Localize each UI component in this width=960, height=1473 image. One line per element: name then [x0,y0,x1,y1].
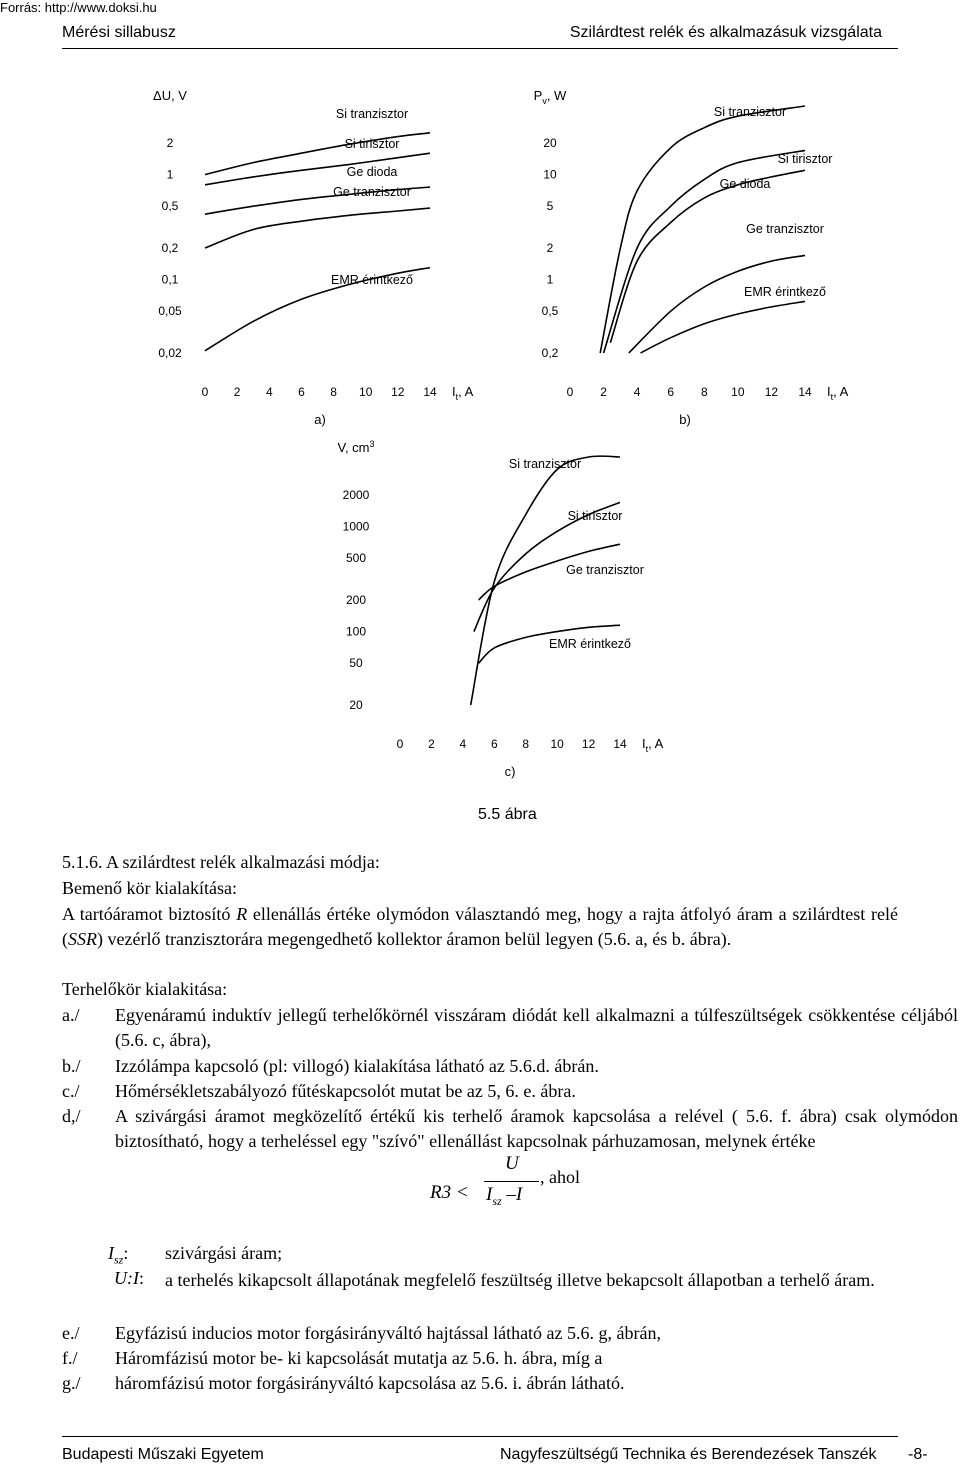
chart-b-ytick: 10 [543,167,557,182]
chart-a-xtick: 2 [233,385,241,399]
chart-a-ytick: 0,1 [161,272,179,287]
chart-b-xtick: 4 [633,385,641,399]
chart-b-series-label: Si tirisztor [777,152,833,166]
chart-b-series-label: Si tranzisztor [713,105,787,119]
item-label: g./ [62,1373,81,1393]
section-title: 5.1.6. A szilárdtest relék alkalmazási módja: [62,852,380,872]
chart-b-ytick: 0,5 [541,304,559,319]
chart-b-ytick: 20 [543,136,557,150]
chart-a-series-label: Ge tranzisztor [333,185,411,199]
chart-c-ytick: 500 [345,551,367,566]
chart-b-ylabel: $P_v$, W [533,88,567,106]
chart-b-series-line [629,255,805,353]
footer-rule [62,1436,898,1437]
chart-c-xtick: 12 [581,737,596,751]
chart-a-ytick: 2 [166,136,174,150]
chart-b-xlabel: $I_t$, A [827,384,849,402]
chart-c-xtick: 2 [428,737,435,751]
chart-c-ytick: 50 [349,656,363,671]
chart-c-plot [337,440,663,779]
chart-c-ylabel: V, $cm^3$ [337,440,375,455]
chart-a-xtick: 12 [391,385,405,399]
page-number: -8- [908,1446,928,1463]
chart-b-series-line [641,301,806,353]
footer-left: Budapesti Műszaki Egyetem [62,1446,264,1463]
chart-b-ytick: 0,2 [541,346,559,360]
fraction-bar [484,1181,539,1182]
chart-c-xtick: 14 [613,737,627,751]
chart-a-ytick: 0,05 [158,304,182,319]
chart-c-ytick: 20 [349,698,363,712]
chart-b-series-line [610,170,805,342]
chart-a-xtick: 6 [298,385,305,399]
chart-a-caption: a) [314,412,326,427]
item-label: a./ [62,1005,80,1025]
chart-a-series-label: Si tranzisztor [335,107,409,121]
chart-b [515,88,895,428]
chart-b-xtick: 12 [764,385,779,399]
chart-a-xtick: 0 [201,385,209,399]
chart-c-series-line [471,456,620,705]
chart-b-plot [534,88,849,427]
header-right: Szilárdtest relék és alkalmazásuk vizsgálata [569,24,882,41]
chart-c-xtick: 10 [550,737,564,751]
formula-denominator: $I_{sz}$ –I [486,1184,523,1208]
chart-a-xtick: 10 [359,385,373,399]
chart-c-xtick: 6 [490,737,498,751]
chart-b-xtick: 0 [566,385,574,399]
chart-b-series-label: EMR érintkező [744,285,826,299]
figure-caption: 5.5 ábra [478,806,537,823]
chart-a-xtick: 4 [265,385,273,399]
input-paragraph: A tartóáramot biztosító R ellenállás értéke olymódon választandó meg, hogy a rajta átfolyó áram a szilárdtest relé (SSR) vezérlő tranzisztorára megengedhető kollektor áramon belül legyen (5.6. a, és b. ábra). [62,904,899,949]
chart-b-series-label: Ge dioda [719,177,771,191]
formula-suffix: , ahol [540,1167,580,1187]
source-link: Forrás: http://www.doksi.hu [0,0,157,15]
definition-text: a terhelés kikapcsolt állapotának megfelelő feszültség illetve bekapcsolt állapotban a terhelő áram. [165,1270,875,1290]
chart-b-xtick: 14 [798,385,812,399]
input-heading: Bemenő kör kialakítása: [62,878,237,898]
chart-c-ytick: 100 [345,624,367,639]
chart-b-caption: b) [679,412,691,427]
chart-c-xtick: 8 [522,737,530,751]
chart-b-ytick: 2 [546,241,554,255]
chart-b-xtick: 6 [667,385,675,399]
item-text: Háromfázisú motor be- ki kapcsolását mutatja az 5.6. h. ábra, míg a [115,1348,603,1368]
chart-a-series-label: EMR érintkező [331,273,413,287]
item-text: Egyenáramú induktív jellegű terhelőkörnél visszáram diódát kell alkalmazni a túlfeszültségek csökkentése céljából (5.6. c, ábra), [115,1005,958,1050]
chart-a [140,88,490,428]
chart-a-ytick: 1 [166,167,174,182]
chart-c-ytick: 200 [345,593,367,607]
chart-b-xtick: 8 [700,385,708,399]
definition-text: szivárgási áram; [165,1243,283,1263]
item-label: b./ [62,1056,81,1076]
formula-numerator: U [505,1153,519,1174]
item-label: e./ [62,1323,80,1343]
chart-a-series-line [205,208,430,248]
chart-b-ytick: 1 [546,272,554,287]
item-label: d,/ [62,1106,81,1126]
definition-symbol: U:I: [114,1268,145,1288]
chart-c-caption: c) [504,764,516,779]
chart-b-series-label: Ge tranzisztor [746,222,824,236]
chart-c [320,440,700,790]
item-label: f./ [62,1348,78,1368]
definition-symbol: $I_{sz}$: [108,1243,129,1267]
chart-a-ytick: 0,02 [158,346,182,360]
chart-a-ytick: 0,5 [161,199,179,214]
chart-b-xtick: 2 [600,385,607,399]
chart-a-plot [153,88,474,427]
header-rule [62,48,898,49]
chart-a-xlabel: $I_t$, A [452,384,474,402]
chart-a-series-label: Si tirisztor [344,137,400,151]
chart-c-xtick: 0 [396,737,404,751]
chart-c-xlabel: $I_t$, A [642,736,664,754]
chart-c-series-label: EMR érintkező [549,637,631,651]
chart-c-series-label: Si tranzisztor [508,457,582,471]
formula-lhs: R3 < [430,1182,469,1203]
chart-a-ytick: 0,2 [161,241,179,255]
chart-b-series-line [604,150,805,353]
item-text: Izzólámpa kapcsoló (pl: villogó) kialakítása látható az 5.6.d. ábrán. [115,1056,599,1076]
chart-a-xtick: 8 [330,385,337,399]
item-label: c./ [62,1081,80,1101]
footer-right: Nagyfeszültségű Technika és Berendezések Tanszék [500,1446,877,1463]
chart-a-xtick: 14 [423,385,437,399]
chart-c-ytick: 2000 [342,488,370,502]
chart-a-ylabel: ΔU, V [153,88,187,103]
chart-c-series-label: Si tirisztor [567,509,623,523]
chart-c-xtick: 4 [459,737,467,751]
item-text: Hőmérsékletszabályozó fűtéskapcsolót mutat be az 5, 6. e. ábra. [115,1081,576,1101]
chart-b-ytick: 5 [546,199,554,214]
item-text: Egyfázisú inducios motor forgásirányváltó hajtással látható az 5.6. g, ábrán, [115,1323,662,1343]
item-text: háromfázisú motor forgásirányváltó kapcsolása az 5.6. i. ábrán látható. [115,1373,625,1393]
chart-b-xtick: 10 [731,385,745,399]
chart-c-series-label: Ge tranzisztor [566,563,644,577]
header-left: Mérési sillabusz [62,24,176,41]
item-text: A szivárgási áramot megközelítő értékű kis terhelő áramok kapcsolása a relével ( 5.6. f. ábra) csak olymódon biztosítható, hogy a terheléssel egy "szívó" ellenállást kapcsolnak párhuzamosan, melynek értéke [115,1106,958,1151]
chart-a-series-label: Ge dioda [346,165,398,179]
load-heading: Terhelőkör kialakitása: [62,979,228,999]
chart-c-ytick: 1000 [342,519,370,534]
